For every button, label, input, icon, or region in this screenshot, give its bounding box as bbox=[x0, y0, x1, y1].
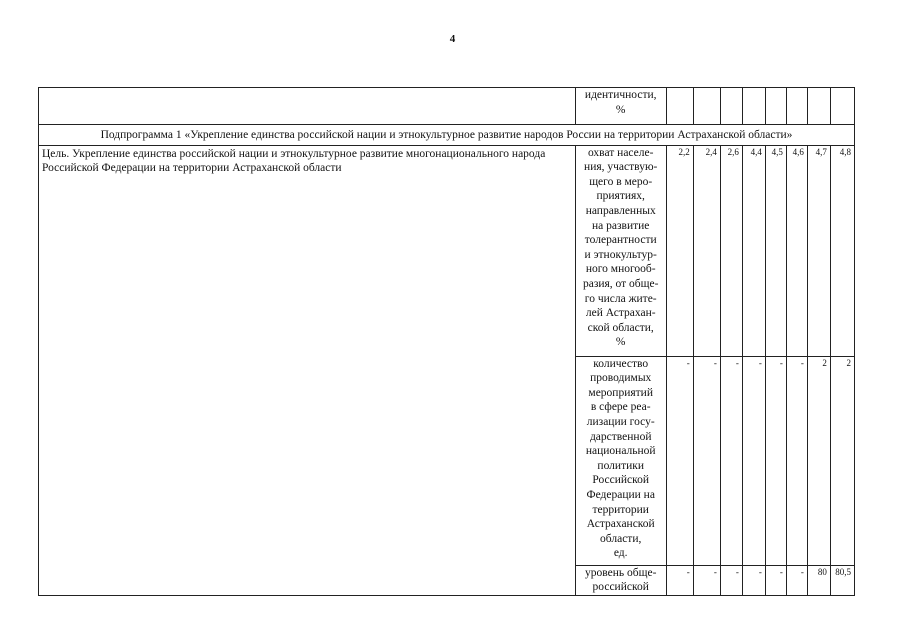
value-cell: - bbox=[666, 356, 693, 565]
value-cell: 2 bbox=[807, 356, 830, 565]
indicator-line: идентичности, bbox=[584, 89, 657, 101]
value-cell: 2 bbox=[830, 356, 854, 565]
value-cell bbox=[807, 88, 830, 125]
goal-description: Цель. Укрепление единства российской нации и этнокультурное развитие многонационального народа Российской Федерации на территории Астраханской области bbox=[39, 145, 576, 595]
indicator-line: области, bbox=[600, 532, 642, 545]
indicator-cell bbox=[575, 565, 666, 595]
value-cell: - bbox=[720, 356, 742, 565]
indicator-line: Российской bbox=[592, 474, 650, 487]
value-cell: 4,6 bbox=[786, 145, 807, 356]
indicator-line: дарственной bbox=[589, 430, 652, 443]
indicator-line: ния, участвую- bbox=[584, 161, 658, 174]
value-cell: - bbox=[765, 565, 786, 595]
indicator-line: ного многооб- bbox=[585, 263, 656, 276]
indicator-line: проводимых bbox=[590, 372, 652, 385]
value-cell: 80,5 bbox=[830, 565, 854, 595]
indicator-line: российской bbox=[592, 581, 649, 594]
indicator-cell-identity bbox=[575, 88, 666, 125]
value-cell: 4,7 bbox=[807, 145, 830, 356]
indicator-line: территории bbox=[592, 503, 649, 516]
indicator-line: Федерации на bbox=[586, 488, 655, 501]
value-cell: - bbox=[786, 356, 807, 565]
indicator-line: Астраханской bbox=[586, 518, 655, 531]
indicator-line: толерантности bbox=[584, 234, 657, 247]
page-number: 4 bbox=[449, 33, 456, 45]
subprogram-title: Подпрограмма 1 «Укрепление единства российской нации и этнокультурное развитие народов России на территории Астраханской области» bbox=[39, 125, 855, 146]
indicator-cell bbox=[575, 356, 666, 565]
indicator-line: разия, от обще- bbox=[582, 277, 659, 290]
indicator-line: лей Астрахан- bbox=[585, 307, 656, 320]
value-cell: - bbox=[720, 565, 742, 595]
indicator-line: лизации госу- bbox=[586, 415, 655, 428]
indicator-cell bbox=[575, 145, 666, 356]
table-row-subprogram bbox=[39, 125, 855, 146]
value-cell: - bbox=[693, 565, 720, 595]
table-row-top bbox=[39, 88, 855, 125]
value-cell: 4,8 bbox=[830, 145, 854, 356]
value-cell: 2,4 bbox=[693, 145, 720, 356]
indicator-line: % bbox=[615, 103, 626, 116]
value-cell: - bbox=[666, 565, 693, 595]
indicator-line: национальной bbox=[585, 445, 656, 458]
value-cell: 4,4 bbox=[742, 145, 765, 356]
value-cell bbox=[765, 88, 786, 125]
indicator-line: направленных bbox=[585, 204, 656, 217]
indicator-line: ской области, bbox=[587, 321, 654, 334]
value-cell bbox=[720, 88, 742, 125]
indicator-line: мероприятий bbox=[588, 386, 653, 399]
value-cell: 2,6 bbox=[720, 145, 742, 356]
value-cell: - bbox=[693, 356, 720, 565]
value-cell bbox=[830, 88, 854, 125]
value-cell: - bbox=[765, 356, 786, 565]
value-cell: - bbox=[742, 356, 765, 565]
goal-cell-empty bbox=[39, 88, 576, 125]
value-cell: - bbox=[742, 565, 765, 595]
value-cell bbox=[693, 88, 720, 125]
indicator-line: на развитие bbox=[592, 219, 650, 232]
indicator-line: приятиях, bbox=[596, 190, 645, 203]
indicator-line: щего в меро- bbox=[589, 175, 653, 188]
value-cell bbox=[666, 88, 693, 125]
value-cell: 2,2 bbox=[666, 145, 693, 356]
indicator-line: уровень обще- bbox=[585, 566, 657, 579]
table-row-indicator-1 bbox=[39, 145, 855, 356]
indicator-line: политики bbox=[597, 459, 644, 472]
indicator-line: охват населе- bbox=[587, 146, 654, 159]
indicator-table bbox=[38, 87, 855, 596]
indicator-line: ед. bbox=[613, 547, 628, 560]
indicator-line: % bbox=[615, 336, 626, 349]
indicator-line: го числа жите- bbox=[584, 292, 657, 305]
indicator-line: и этнокультур- bbox=[584, 248, 657, 261]
value-cell: - bbox=[786, 565, 807, 595]
value-cell bbox=[786, 88, 807, 125]
indicator-line: в сфере реа- bbox=[590, 401, 651, 414]
indicator-line: количество bbox=[593, 357, 649, 370]
value-cell: 4,5 bbox=[765, 145, 786, 356]
value-cell bbox=[742, 88, 765, 125]
value-cell: 80 bbox=[807, 565, 830, 595]
